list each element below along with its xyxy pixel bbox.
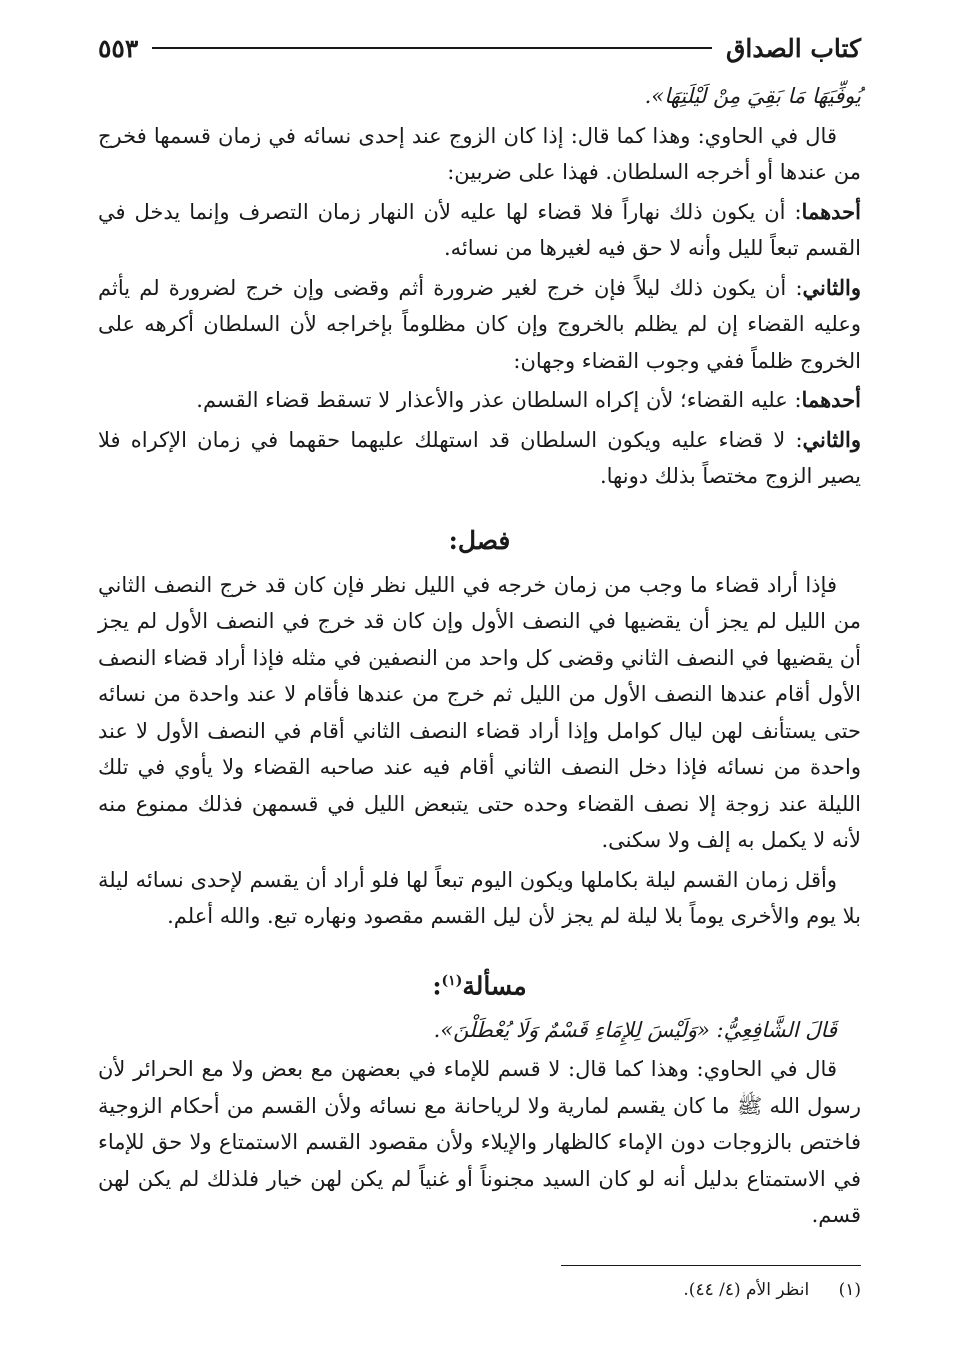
paragraph — [98, 422, 861, 495]
paragraph: فإذا أراد قضاء ما وجب من زمان خرجه في الليل نظر فإن كان قد خرج النصف الثاني من الليل لم يجز أن يقضيها في النصف الأول وإن كان قد خرج في النصف الأول لم يجز أن يقضيها في النصف الثاني وقضى كل واحد من النصفين في مثله فإذا أراد قضاء النصف الأول أقام عندها النصف الأول من الليل ثم خرج من عندها فأقام لا عند واحدة من نسائه حتى يستأنف لهن ليال كوامل وإذا أراد قضاء النصف الثاني أقام في النصف الأول لا عند واحدة من نسائه فإذا دخل النصف الثاني أقام فيه عند صاحبه القضاء ولا يأوي في تلك الليلة عند زوجة إلا نصف القضاء وحده حتى يتبعض الليل في قسمهن فذلك ممنوع منه لأنه لا يكمل به إلف ولا سكنى. — [98, 572, 861, 852]
paragraph — [98, 382, 861, 419]
section-title-colon: : — [432, 970, 442, 1000]
paragraph-lead: أحدهما — [801, 387, 861, 412]
paragraph-lead: والثاني — [802, 426, 861, 452]
footnote — [98, 1276, 861, 1304]
paragraph-lead: أحدهما — [801, 198, 861, 224]
paragraph: قال في الحاوي: وهذا كما قال: إذا كان الزوج عند إحدى نسائه في زمان قسمها فخرج من عندها أو أخرجه السلطان. فهذا على ضربين: — [98, 123, 861, 184]
footnote-text: انظر الأم (٤/ ٤٤). — [683, 1280, 810, 1300]
footnote-marker: (١) — [441, 972, 463, 989]
paragraph: قال في الحاوي: وهذا كما قال: لا قسم للإماء في بعضهن مع بعض ولا مع الحرائر لأن رسول الله ﷺ ما كان يقسم لمارية ولا لرياحانة مع نسائه ولأن القسم من أحكام الزوجية فاختص بالزوجات دون الإماء كالظهار والإيلاء ولأن مقصود القسم الاستمتاع ولا حق للإماء في الاستمتاع بدليل أنه لو كان السيد مجنوناً أو غنياً لم يكن لهن خيار فلذلك لم يكن لهن قسم. — [98, 1057, 861, 1228]
paragraph — [98, 270, 861, 380]
footnote-number: (١) — [838, 1280, 861, 1300]
paragraph-text: : لا قضاء عليه ويكون السلطان قد استهلك عليهما حقهما في زمان الإكراه فلا يصير الزوج مختصاً بذلك دونها. — [98, 427, 861, 488]
header-rule — [152, 47, 712, 49]
paragraph-lead: والثاني — [802, 274, 861, 300]
paragraph-text: : أن يكون ذلك نهاراً فلا قضاء لها عليه لأن النهار زمان التصرف وإنما يدخل في القسم تبعاً لليل وأنه لا حق فيه لغيرها من نسائه. — [98, 199, 861, 260]
running-title: كتاب الصداق — [725, 33, 861, 63]
page-body — [98, 78, 861, 1237]
paragraph: وأقل زمان القسم ليلة بكاملها ويكون اليوم تبعاً لها فلو أراد أن يقسم لإحدى نسائه ليلة بلا يوم والأخرى يوماً بلا ليلة لم يجز لأن ليل القسم مقصود ونهاره تبع. والله أعلم. — [98, 867, 861, 928]
running-header — [98, 30, 861, 66]
paragraph-quote-end: يُوفِّيَهَا مَا بَقِيَ مِنْ لَيْلَتِهَا». — [644, 84, 861, 108]
paragraph-shafii-quote: قَالَ الشَّافِعِيُّ: «وَلَيْسَ لِلإِمَاءِ قَسْمٌ وَلَا يُعْطَلْنَ». — [433, 1017, 837, 1042]
paragraph-text: : عليه القضاء؛ لأن إكراه السلطان عذر والأعذار لا تسقط قضاء القسم. — [196, 388, 802, 412]
paragraph — [98, 194, 861, 267]
section-title-masala — [98, 961, 861, 1006]
paragraph-text: : أن يكون ذلك ليلاً فإن خرج لغير ضرورة أثم وقضى وإن خرج لضرورة لم يأثم وعليه القضاء إن لم يظلم بالخروج وإن كان مظلوماً بإخراجه لأن السلطان أكرهه على الخروج ظلماً ففي وجوب القضاء وجهان: — [98, 275, 861, 373]
section-title-fasl: فصل: — [448, 525, 511, 555]
page-number: ٥٥٣ — [98, 33, 139, 63]
section-title-text: مسألة — [462, 970, 527, 1000]
footnote-rule — [561, 1265, 861, 1266]
